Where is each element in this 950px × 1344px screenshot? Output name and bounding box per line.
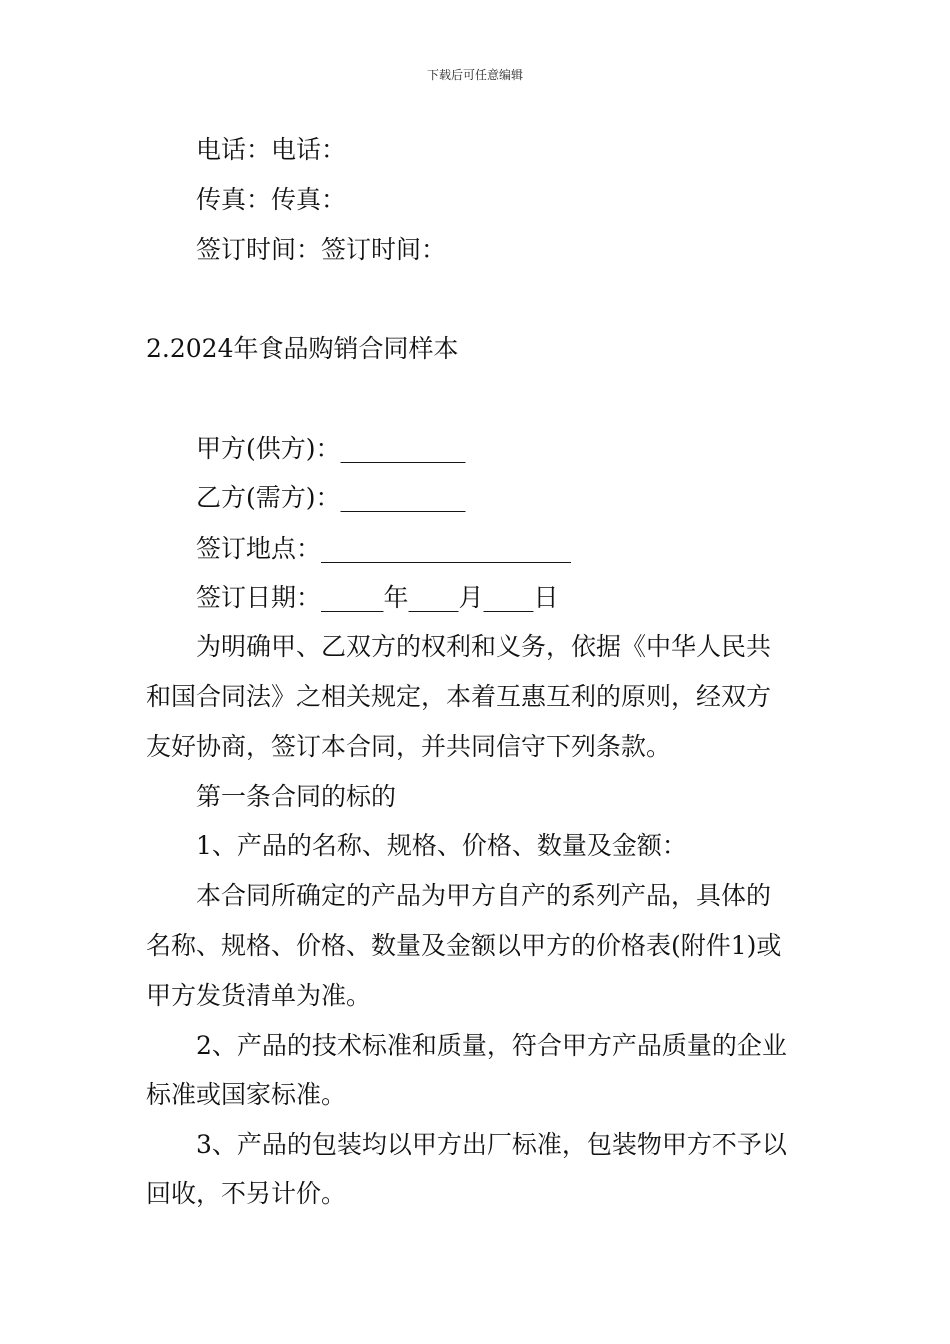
- phone-line: 电话：电话：: [196, 135, 347, 164]
- intro-paragraph-line-2: 和国合同法》之相关规定，本着互惠互利的原则，经双方: [146, 682, 772, 711]
- item-3-line-2: 回收，不另计价。: [146, 1179, 347, 1208]
- article-1-heading: 第一条合同的标的: [196, 782, 397, 811]
- item-1-heading: 1、产品的名称、规格、价格、数量及金额：: [196, 831, 687, 860]
- intro-paragraph-line-3: 友好协商，签订本合同，并共同信守下列条款。: [146, 732, 672, 761]
- intro-paragraph-line-1: 为明确甲、乙双方的权利和义务，依据《中华人民共: [196, 632, 772, 661]
- item-2-line-1: 2、产品的技术标准和质量，符合甲方产品质量的企业: [196, 1031, 787, 1060]
- item-1-paragraph-line-1: 本合同所确定的产品为甲方自产的系列产品，具体的: [196, 881, 772, 910]
- sign-time-line: 签订时间：签订时间：: [196, 235, 447, 264]
- item-3-line-1: 3、产品的包装均以甲方出厂标准，包装物甲方不予以: [196, 1130, 787, 1159]
- party-a-line: 甲方(供方)：__________: [196, 434, 466, 463]
- item-2-line-2: 标准或国家标准。: [146, 1080, 347, 1109]
- sign-date-line: 签订日期：_____年____月____日: [196, 583, 559, 612]
- section-title: 2.2024年食品购销合同样本: [146, 334, 459, 363]
- party-b-line: 乙方(需方)：__________: [196, 483, 466, 512]
- sign-place-line: 签订地点：____________________: [196, 534, 572, 563]
- header-note: 下载后可任意编辑: [426, 68, 523, 82]
- fax-line: 传真：传真：: [196, 185, 347, 214]
- item-1-paragraph-line-2: 名称、规格、价格、数量及金额以甲方的价格表(附件1)或: [146, 931, 782, 960]
- item-1-paragraph-line-3: 甲方发货清单为准。: [146, 981, 372, 1010]
